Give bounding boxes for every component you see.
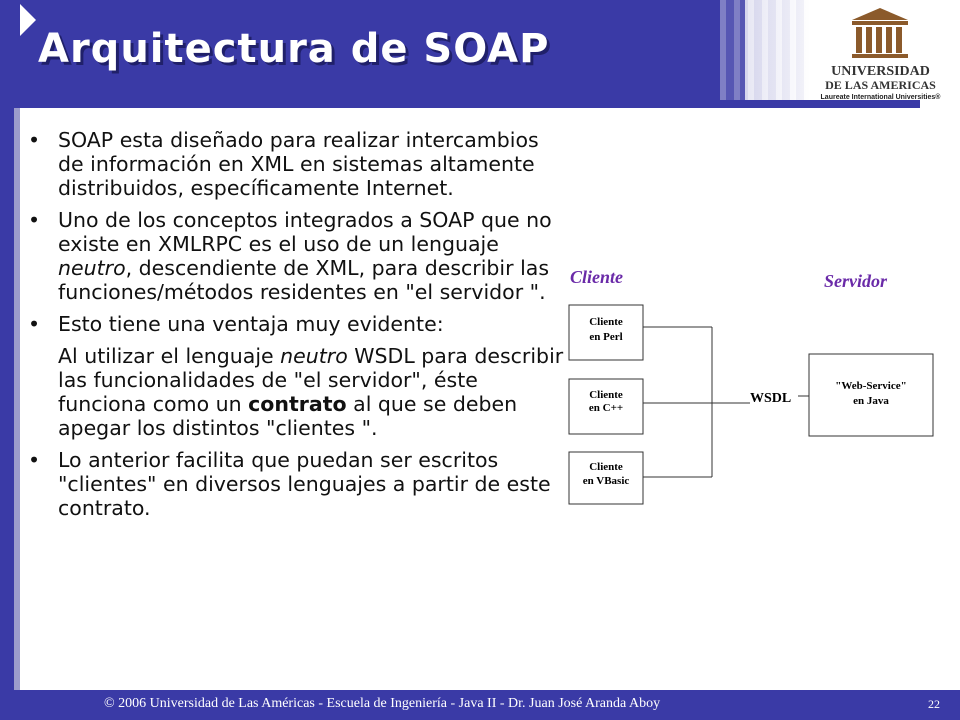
svg-text:en C++: en C++ bbox=[588, 402, 624, 414]
svg-text:Cliente: Cliente bbox=[589, 389, 623, 401]
bullet-text: Uno de los conceptos integrados a SOAP que no existe en XMLRPC es el uso de un lenguaje neutro, descendiente de XML, para describir las funciones/métodos residentes en "el servidor ". bbox=[58, 208, 552, 304]
bullet-icon: • bbox=[28, 128, 41, 152]
logo-name-line2: DE LAS AMERICAS bbox=[825, 78, 936, 92]
server-box bbox=[809, 354, 933, 436]
bullet-text: SOAP esta diseñado para realizar intercambios de información en XML en sistemas altamente distribuidos, específicamente Internet. bbox=[58, 128, 539, 200]
emphasis-text: neutro bbox=[58, 256, 126, 280]
soap-architecture-diagram bbox=[560, 255, 950, 515]
client-box-vbasic bbox=[569, 452, 643, 504]
bullet-item bbox=[28, 312, 568, 336]
left-accent-bar bbox=[0, 100, 14, 695]
svg-text:en Perl: en Perl bbox=[589, 331, 623, 343]
corner-triangle-icon bbox=[20, 4, 36, 36]
wsdl-label: WSDL bbox=[750, 391, 792, 406]
bullet-item bbox=[28, 448, 568, 520]
bullet-text: Esto tiene una ventaja muy evidente: bbox=[58, 312, 444, 336]
logo-name-line1: UNIVERSIDAD bbox=[831, 64, 930, 79]
client-box-perl bbox=[569, 305, 643, 360]
strong-text: contrato bbox=[248, 392, 347, 416]
client-box-cpp bbox=[569, 379, 643, 434]
svg-text:en VBasic: en VBasic bbox=[582, 475, 630, 487]
building-logo-icon bbox=[808, 6, 953, 64]
slide-body bbox=[28, 128, 568, 528]
svg-text:Cliente: Cliente bbox=[589, 461, 623, 473]
client-heading: Cliente bbox=[570, 267, 623, 287]
bullet-icon: • bbox=[28, 312, 41, 336]
svg-text:"Web-Service": "Web-Service" bbox=[835, 380, 907, 392]
left-accent-shadow bbox=[14, 108, 20, 695]
emphasis-text: neutro bbox=[280, 344, 348, 368]
bullet-item bbox=[28, 208, 568, 304]
bullet-text: Lo anterior facilita que puedan ser escritos "clientes" en diversos lenguajes a partir de este contrato. bbox=[58, 448, 551, 520]
bullet-icon: • bbox=[28, 208, 41, 232]
bullet-item bbox=[28, 128, 568, 200]
university-logo bbox=[808, 6, 953, 101]
header-rule bbox=[0, 100, 920, 108]
body-paragraph: Al utilizar el lenguaje neutro WSDL para describir las funcionalidades de "el servidor", éste funciona como un contrato al que se deben apegar los distintos "clientes ". bbox=[58, 344, 564, 440]
bullet-icon: • bbox=[28, 448, 41, 472]
header-background-image bbox=[720, 0, 810, 100]
page-number: 22 bbox=[928, 697, 940, 711]
svg-text:en Java: en Java bbox=[853, 395, 889, 407]
server-heading: Servidor bbox=[824, 271, 887, 291]
slide-title: Arquitectura de SOAP bbox=[38, 26, 550, 72]
logo-tagline: Laureate International Universities® bbox=[820, 94, 941, 101]
footer-credits: © 2006 Universidad de Las Américas - Escuela de Ingeniería - Java II - Dr. Juan José Aranda Aboy bbox=[104, 696, 661, 711]
svg-text:Cliente: Cliente bbox=[589, 316, 623, 328]
